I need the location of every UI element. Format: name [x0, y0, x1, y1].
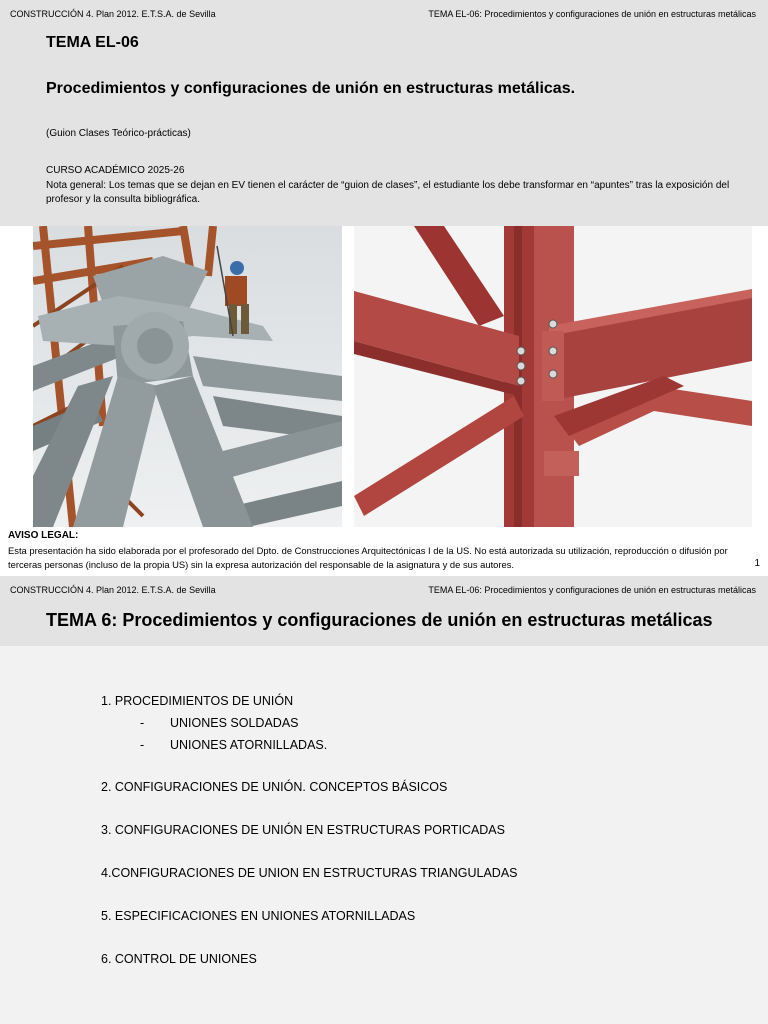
toc-item-6: 6. CONTROL DE UNIONES [101, 952, 257, 966]
bullet-dash: - [140, 738, 145, 752]
bullet-dash: - [140, 716, 145, 730]
general-note: Nota general: Los temas que se dejan en EV tienen el carácter de “guion de clases”, el estudiante los debe transformar en “apuntes” tras la exposición del profesor y la consulta bibliográfica. [46, 180, 730, 205]
curso-label: CURSO ACADÉMICO 2025-26 [46, 165, 185, 176]
toc-subitem-soldadas [140, 716, 299, 730]
toc-item-3: 3. CONFIGURACIONES DE UNIÓN EN ESTRUCTURAS PORTICADAS [101, 823, 505, 837]
photo-red-steel-connection [354, 226, 752, 527]
tema-heading: TEMA EL-06 [46, 34, 139, 51]
toc-item-4: 4.CONFIGURACIONES DE UNION EN ESTRUCTURAS TRIANGULADAS [101, 866, 518, 880]
photo-grey-steel-node [33, 226, 342, 527]
page-number: 1 [754, 558, 760, 569]
slide-2-title: TEMA 6: Procedimientos y configuraciones de unión en estructuras metálicas [46, 610, 713, 630]
header-topic-label: TEMA EL-06: Procedimientos y configuraciones de unión en estructuras metálicas [428, 585, 756, 595]
slide-1-title: Procedimientos y configuraciones de unión en estructuras metálicas. [46, 80, 576, 97]
legal-notice-title: AVISO LEGAL: [8, 530, 79, 541]
header-course-label: CONSTRUCCIÓN 4. Plan 2012. E.T.S.A. de Sevilla [10, 9, 216, 19]
slide-2 [0, 576, 768, 1024]
toc-item-2: 2. CONFIGURACIONES DE UNIÓN. CONCEPTOS BÁSICOS [101, 780, 448, 794]
guion-note: (Guion Clases Teórico-prácticas) [46, 128, 191, 139]
toc-subitem-label: UNIONES SOLDADAS [170, 716, 299, 730]
toc-subitem-atornilladas [140, 738, 327, 752]
toc-item-5: 5. ESPECIFICACIONES EN UNIONES ATORNILLADAS [101, 909, 416, 923]
legal-notice-text: Esta presentación ha sido elaborada por el profesorado del Dpto. de Construcciones Arquitectónicas I de la US. No está autorizada su utilización, reproducción o difusión por terceras personas (incluso de la propia US) sin la expresa autorización del responsable de la asignatura y de sus autores. [8, 545, 728, 570]
header-course-label: CONSTRUCCIÓN 4. Plan 2012. E.T.S.A. de Sevilla [10, 585, 216, 595]
toc-item-1: 1. PROCEDIMIENTOS DE UNIÓN [101, 694, 294, 708]
header-topic-label: TEMA EL-06: Procedimientos y configuraciones de unión en estructuras metálicas [428, 9, 756, 19]
toc-subitem-label: UNIONES ATORNILLADAS. [170, 738, 328, 752]
